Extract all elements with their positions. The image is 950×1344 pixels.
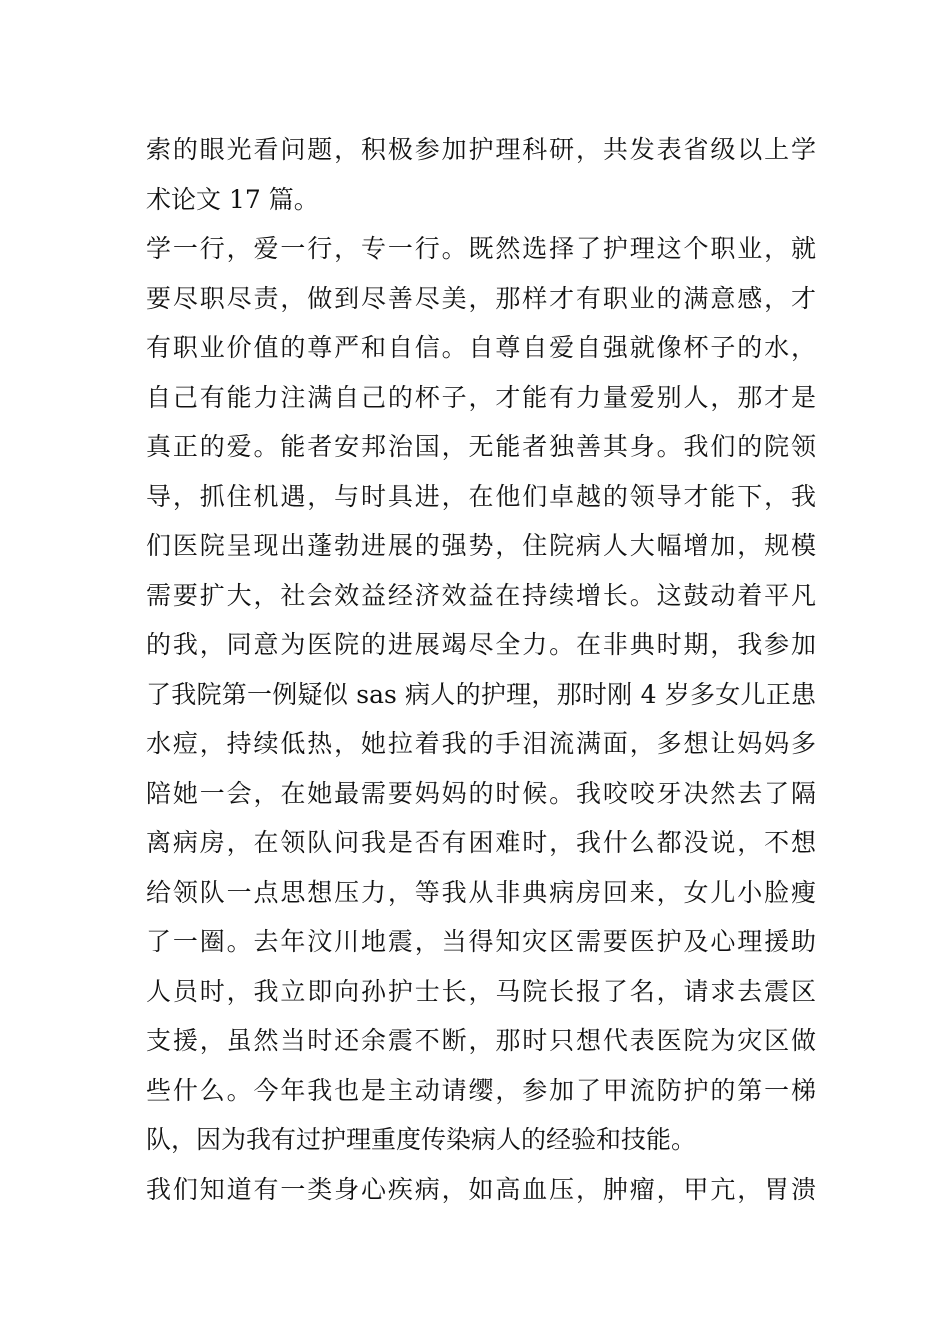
text-line: 队，因为我有过护理重度传染病人的经验和技能。 [146,1125,697,1154]
text-line: 学一行，爱一行，专一行。既然选择了护理这个职业，就 [146,234,816,263]
text-line: 要尽职尽责，做到尽善尽美，那样才有职业的满意感，才 [146,283,816,313]
text-line: 术论文 17 篇。 [146,184,319,214]
text-line: 索的眼光看问题，积极参加护理科研，共发表省级以上学 [146,135,816,164]
text-line: 真正的爱。能者安邦治国，无能者独善其身。我们的院领 [146,432,816,461]
text-line: 人员时，我立即向孙护士长，马院长报了名，请求去震区 [146,976,816,1006]
text-line: 们医院呈现出蓬勃进展的强势，住院病人大幅增加，规模 [146,531,816,560]
text-line: 水痘，持续低热，她拉着我的手泪流满面，多想让妈妈多 [146,729,816,758]
text-line: 给领队一点思想压力，等我从非典病房回来，女儿小脸瘦 [146,877,816,907]
text-line: 了一圈。去年汶川地震，当得知灾区需要医护及心理援助 [146,927,816,956]
text-line: 陪她一会，在她最需要妈妈的时候。我咬咬牙决然去了隔 [146,778,816,808]
text-line: 的我，同意为医院的进展竭尽全力。在非典时期，我参加 [146,630,816,659]
text-line: 自己有能力注满自己的杯子，才能有力量爱别人，那才是 [146,382,816,412]
text-line: 我们知道有一类身心疾病，如高血压，肿瘤，甲亢，胃溃 [146,1174,816,1204]
text-line: 支援，虽然当时还余震不断，那时只想代表医院为灾区做 [146,1026,816,1055]
text-line: 了我院第一例疑似 sas 病人的护理，那时刚 4 岁多女儿正患 [146,679,816,709]
text-line: 导，抓住机遇，与时具进，在他们卓越的领导才能下，我 [146,481,816,511]
text-line: 需要扩大，社会效益经济效益在持续增长。这鼓动着平凡 [146,580,816,610]
document-body [146,125,816,1214]
text-line: 离病房，在领队问我是否有困难时，我什么都没说，不想 [146,828,816,857]
text-line: 有职业价值的尊严和自信。自尊自爱自强就像杯子的水， [146,333,816,362]
text-line: 些什么。今年我也是主动请缨，参加了甲流防护的第一梯 [146,1075,816,1105]
